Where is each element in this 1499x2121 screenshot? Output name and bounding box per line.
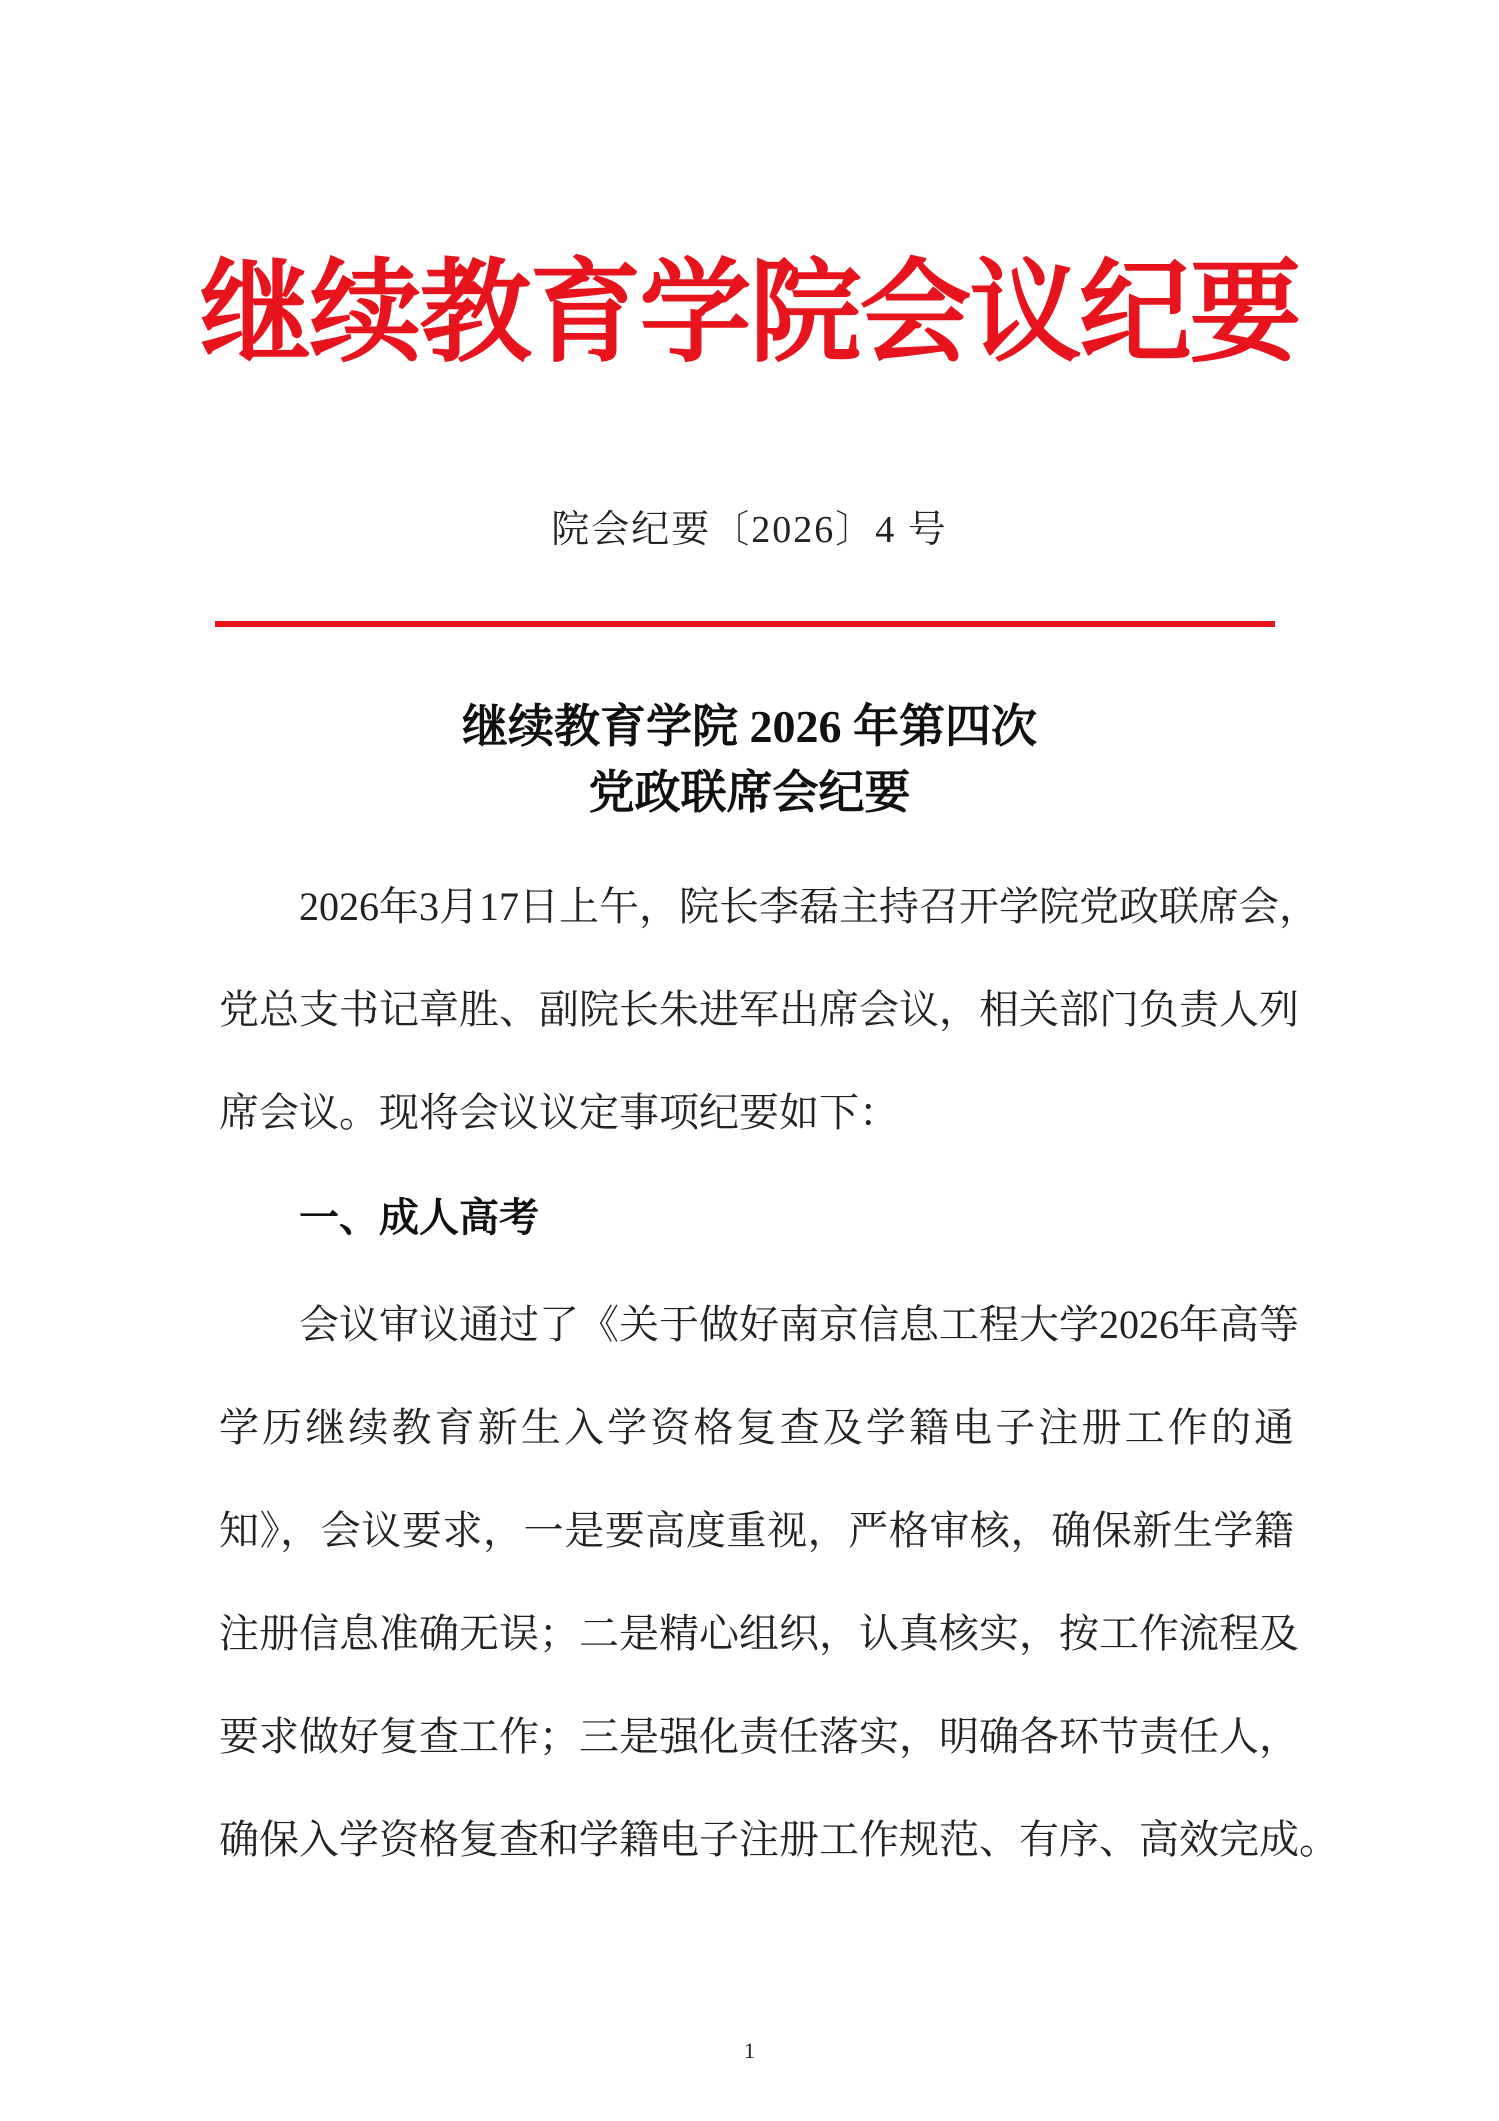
section-body-line-5: 要求做好复查工作；三是强化责任落实，明确各环节责任人， <box>219 1714 1299 1759</box>
intro-line-1: 2026年3月17日上午，院长李磊主持召开学院党政联席会， <box>299 884 1319 929</box>
masthead-title: 继续教育学院会议纪要 <box>199 247 1300 378</box>
document-title-line-2: 党政联席会纪要 <box>588 767 911 818</box>
section-body-line-1: 会议审议通过了《关于做好南京信息工程大学2026年高等 <box>299 1302 1299 1347</box>
intro-line-3: 席会议。现将会议议定事项纪要如下： <box>219 1090 899 1135</box>
page-number: 1 <box>744 2038 755 2063</box>
document-title-line-1: 继续教育学院 2026 年第四次 <box>462 701 1037 752</box>
intro-line-2: 党总支书记章胜、副院长朱进军出席会议，相关部门负责人列 <box>219 987 1299 1032</box>
section-body-line-6: 确保入学资格复查和学籍电子注册工作规范、有序、高效完成。 <box>219 1817 1339 1862</box>
section-body-line-3: 知》，会议要求，一是要高度重视，严格审核，确保新生学籍 <box>219 1508 1294 1553</box>
section-body-line-4: 注册信息准确无误；二是精心组织，认真核实，按工作流程及 <box>219 1611 1299 1656</box>
document-number: 院会纪要〔2026〕4 号 <box>551 509 948 551</box>
section-body-line-2: 学历继续教育新生入学资格复查及学籍电子注册工作的通 <box>219 1405 1294 1450</box>
section-heading: 一、成人高考 <box>299 1195 539 1241</box>
red-divider-rule <box>215 621 1275 627</box>
